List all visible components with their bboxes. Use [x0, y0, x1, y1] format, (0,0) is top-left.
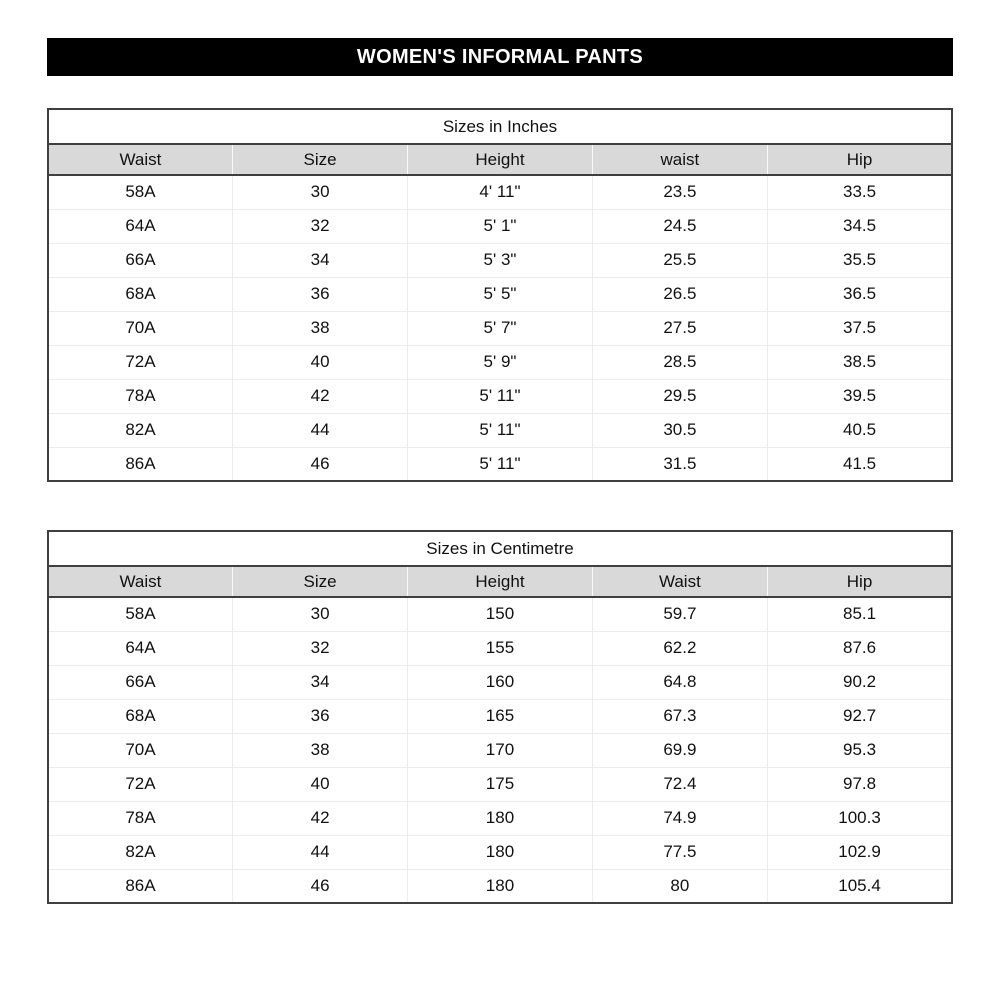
table-cell: 86A	[48, 447, 232, 481]
table-cell: 42	[232, 801, 407, 835]
table-cell: 69.9	[592, 733, 767, 767]
table-header-row	[48, 566, 952, 597]
table-cell: 180	[408, 835, 592, 869]
table-cell: 64A	[48, 209, 232, 243]
table-row	[48, 835, 952, 869]
column-header: Size	[232, 144, 407, 175]
table-cell: 165	[408, 699, 592, 733]
table-cell: 85.1	[768, 597, 952, 631]
table-cell: 5' 11"	[408, 379, 592, 413]
table-cell: 100.3	[768, 801, 952, 835]
table-title: Sizes in Centimetre	[48, 531, 952, 566]
column-header: Hip	[768, 566, 952, 597]
table-body	[48, 597, 952, 903]
table-cell: 66A	[48, 665, 232, 699]
title-banner	[47, 38, 953, 76]
table-cell: 36.5	[768, 277, 952, 311]
table-cell: 46	[232, 447, 407, 481]
table-cell: 160	[408, 665, 592, 699]
table-cell: 34.5	[768, 209, 952, 243]
table-cell: 70A	[48, 311, 232, 345]
table-cell: 95.3	[768, 733, 952, 767]
column-header: Size	[232, 566, 407, 597]
table-cell: 5' 3"	[408, 243, 592, 277]
table-cell: 150	[408, 597, 592, 631]
table-cell: 32	[232, 631, 407, 665]
table-cell: 58A	[48, 175, 232, 209]
table-cell: 72A	[48, 345, 232, 379]
table-cell: 30	[232, 175, 407, 209]
column-header: Waist	[48, 144, 232, 175]
sizes-in-centimetre-table	[47, 530, 953, 904]
table-cell: 155	[408, 631, 592, 665]
table-cell: 82A	[48, 835, 232, 869]
table-title-row	[48, 531, 952, 566]
table-title-row	[48, 109, 952, 144]
column-header: Waist	[48, 566, 232, 597]
table-cell: 46	[232, 869, 407, 903]
table-cell: 30	[232, 597, 407, 631]
sizes-in-inches-section	[47, 108, 953, 482]
table-cell: 5' 11"	[408, 413, 592, 447]
page-title: WOMEN'S INFORMAL PANTS	[356, 45, 644, 68]
table-cell: 41.5	[768, 447, 952, 481]
table-body	[48, 175, 952, 481]
table-cell: 4' 11"	[408, 175, 592, 209]
table-cell: 66A	[48, 243, 232, 277]
table-row	[48, 277, 952, 311]
table-row	[48, 447, 952, 481]
table-cell: 58A	[48, 597, 232, 631]
table-cell: 26.5	[592, 277, 767, 311]
table-cell: 44	[232, 835, 407, 869]
table-cell: 97.8	[768, 767, 952, 801]
table-row	[48, 379, 952, 413]
table-cell: 5' 11"	[408, 447, 592, 481]
table-row	[48, 345, 952, 379]
table-title: Sizes in Inches	[48, 109, 952, 144]
table-cell: 170	[408, 733, 592, 767]
table-cell: 72A	[48, 767, 232, 801]
table-cell: 72.4	[592, 767, 767, 801]
table-cell: 59.7	[592, 597, 767, 631]
table-row	[48, 209, 952, 243]
table-cell: 87.6	[768, 631, 952, 665]
table-cell: 62.2	[592, 631, 767, 665]
table-cell: 33.5	[768, 175, 952, 209]
table-row	[48, 699, 952, 733]
table-row	[48, 597, 952, 631]
table-row	[48, 243, 952, 277]
table-cell: 40	[232, 767, 407, 801]
table-row	[48, 869, 952, 903]
table-row	[48, 413, 952, 447]
table-cell: 34	[232, 665, 407, 699]
table-cell: 40.5	[768, 413, 952, 447]
table-row	[48, 665, 952, 699]
size-chart-page	[47, 0, 953, 904]
table-cell: 32	[232, 209, 407, 243]
column-header: Height	[408, 144, 592, 175]
table-cell: 105.4	[768, 869, 952, 903]
table-cell: 37.5	[768, 311, 952, 345]
table-cell: 180	[408, 869, 592, 903]
table-cell: 80	[592, 869, 767, 903]
table-row	[48, 767, 952, 801]
table-row	[48, 801, 952, 835]
table-cell: 44	[232, 413, 407, 447]
table-cell: 5' 7"	[408, 311, 592, 345]
table-cell: 27.5	[592, 311, 767, 345]
table-cell: 31.5	[592, 447, 767, 481]
sizes-in-centimetre-section	[47, 530, 953, 904]
column-header: Waist	[592, 566, 767, 597]
table-cell: 34	[232, 243, 407, 277]
table-cell: 25.5	[592, 243, 767, 277]
table-cell: 180	[408, 801, 592, 835]
table-cell: 38	[232, 733, 407, 767]
table-cell: 30.5	[592, 413, 767, 447]
table-cell: 68A	[48, 277, 232, 311]
table-cell: 38	[232, 311, 407, 345]
table-cell: 82A	[48, 413, 232, 447]
table-cell: 175	[408, 767, 592, 801]
table-cell: 5' 1"	[408, 209, 592, 243]
table-cell: 90.2	[768, 665, 952, 699]
table-cell: 39.5	[768, 379, 952, 413]
table-cell: 35.5	[768, 243, 952, 277]
table-cell: 40	[232, 345, 407, 379]
table-cell: 64.8	[592, 665, 767, 699]
table-cell: 42	[232, 379, 407, 413]
table-cell: 74.9	[592, 801, 767, 835]
column-header: Height	[408, 566, 592, 597]
column-header: Hip	[768, 144, 952, 175]
sizes-in-inches-table	[47, 108, 953, 482]
column-header: waist	[592, 144, 767, 175]
table-row	[48, 733, 952, 767]
table-row	[48, 631, 952, 665]
table-cell: 38.5	[768, 345, 952, 379]
table-cell: 23.5	[592, 175, 767, 209]
table-cell: 5' 9"	[408, 345, 592, 379]
table-cell: 5' 5"	[408, 277, 592, 311]
table-cell: 67.3	[592, 699, 767, 733]
table-cell: 36	[232, 699, 407, 733]
table-cell: 78A	[48, 379, 232, 413]
table-cell: 36	[232, 277, 407, 311]
table-row	[48, 311, 952, 345]
table-cell: 78A	[48, 801, 232, 835]
table-cell: 29.5	[592, 379, 767, 413]
table-cell: 24.5	[592, 209, 767, 243]
table-header-row	[48, 144, 952, 175]
table-cell: 28.5	[592, 345, 767, 379]
table-cell: 64A	[48, 631, 232, 665]
table-cell: 92.7	[768, 699, 952, 733]
table-row	[48, 175, 952, 209]
table-cell: 102.9	[768, 835, 952, 869]
table-cell: 68A	[48, 699, 232, 733]
table-cell: 86A	[48, 869, 232, 903]
table-cell: 77.5	[592, 835, 767, 869]
table-cell: 70A	[48, 733, 232, 767]
